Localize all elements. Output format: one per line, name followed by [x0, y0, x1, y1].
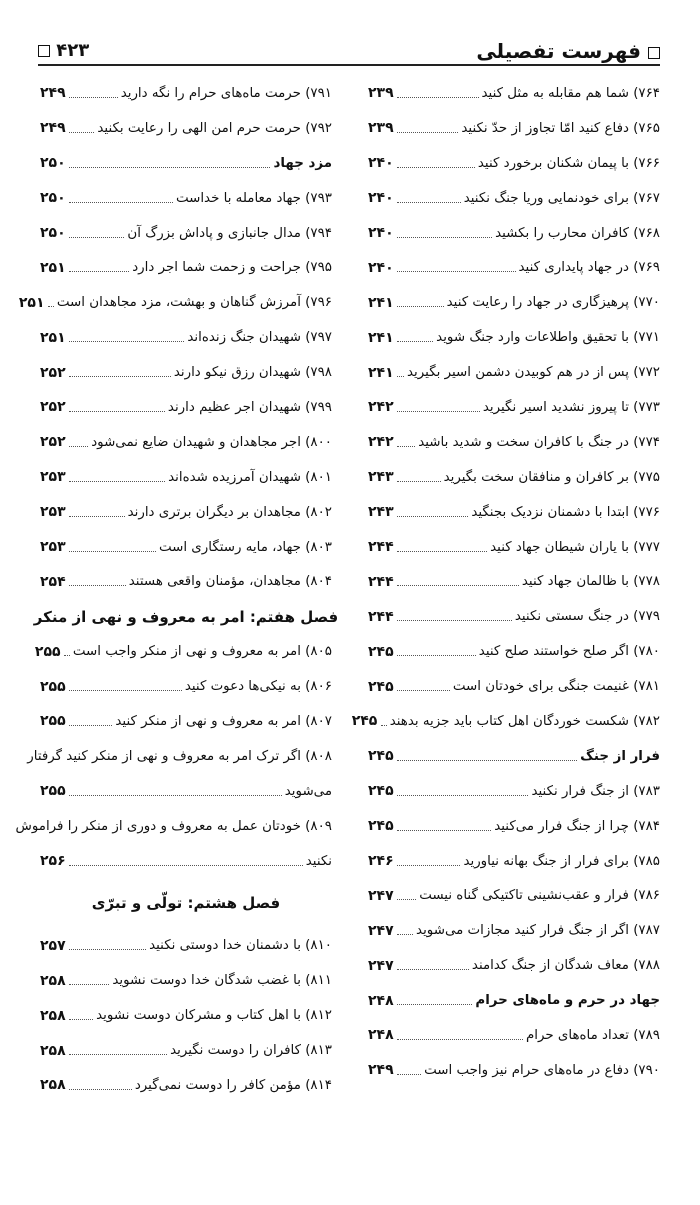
toc-entry-page: ۲۵۰ — [40, 155, 66, 172]
toc-entry[interactable] — [40, 216, 332, 251]
toc-entry-page: ۲۵۱ — [40, 259, 66, 276]
page-header — [38, 38, 660, 66]
toc-entry-text: ۷۷۷) با یاران شیطان جهاد کنید — [490, 539, 660, 555]
dot-leader — [397, 271, 516, 272]
toc-entry-text: ۸۰۵) امر به معروف و نهی از منکر واجب است — [72, 644, 332, 660]
toc-entry-text: ۸۰۹) خودتان عمل به معروف و دوری از منکر را فراموش — [15, 818, 332, 834]
toc-entry-page: ۲۴۰ — [368, 190, 394, 207]
header-title — [476, 38, 660, 64]
dot-leader — [48, 306, 54, 307]
toc-entry-text: ۷۶۵) دفاع کنید امّا تجاوز از حدّ نکنید — [461, 120, 660, 136]
toc-entry[interactable] — [368, 355, 660, 390]
toc-entry[interactable] — [368, 390, 660, 425]
toc-entry-text: ۷۷۹) در جنگ سستی نکنید — [514, 609, 660, 625]
toc-entry-page: ۲۴۳ — [368, 469, 394, 486]
dot-leader — [69, 271, 129, 272]
dot-leader — [69, 984, 109, 985]
toc-right-column — [351, 76, 660, 1088]
dot-leader — [397, 202, 461, 203]
toc-entry-text: ۷۹۶) آمرزش گناهان و بهشت، مزد مجاهدان است — [56, 295, 332, 311]
toc-entry[interactable] — [40, 844, 332, 879]
dot-leader — [69, 585, 126, 586]
toc-entry-text: ۸۰۳) جهاد، مایه رستگاری است — [158, 539, 332, 555]
dot-leader — [397, 516, 468, 517]
dot-leader — [69, 690, 182, 691]
toc-entry-page: ۲۵۱ — [18, 294, 45, 311]
toc-entry-page: ۲۵۲ — [40, 434, 66, 451]
dot-leader — [397, 690, 450, 691]
dot-leader — [64, 655, 70, 656]
dot-leader — [69, 341, 184, 342]
toc-entry-text: ۷۷۸) با ظالمان جهاد کنید — [521, 574, 660, 590]
section-heading-entry[interactable] — [368, 983, 660, 1018]
toc-entry-page: ۲۵۵ — [40, 783, 66, 800]
toc-entry-page: ۲۵۱ — [40, 329, 66, 346]
toc-entry-text: ۷۹۴) مدال جانبازی و پاداش بزرگ آن — [127, 225, 332, 241]
toc-entry-page: ۲۵۸ — [40, 972, 66, 989]
toc-entry[interactable] — [40, 1068, 332, 1103]
toc-entry[interactable] — [368, 844, 660, 879]
dot-leader — [69, 97, 118, 98]
chapter-heading-eight: فصل هشتم: تولّی و تبرّی — [91, 894, 281, 913]
toc-entry-page: ۲۴۴ — [368, 573, 394, 590]
dot-leader — [397, 620, 512, 621]
dot-leader — [397, 865, 460, 866]
toc-entry[interactable] — [368, 76, 660, 111]
toc-entry[interactable] — [40, 495, 332, 530]
toc-entry[interactable] — [368, 774, 660, 809]
toc-entry-page: ۲۴۷ — [368, 922, 394, 939]
toc-entry-text: ۷۶۶) با پیمان شکنان برخورد کنید — [477, 155, 660, 171]
toc-entry-text: ۸۰۷) امر به معروف و نهی از منکر کنید — [115, 713, 332, 729]
toc-entry[interactable] — [368, 669, 660, 704]
toc-entry[interactable] — [368, 1053, 660, 1088]
toc-entry-text: ۸۰۶) به نیکی‌ها دعوت کنید — [184, 679, 332, 695]
dot-leader — [69, 949, 146, 950]
toc-entry-text: می‌شوید — [284, 783, 332, 799]
dot-leader — [397, 306, 444, 307]
toc-entry-text: ۷۹۸) شهیدان رزق نیکو دارند — [173, 365, 332, 381]
toc-entry[interactable] — [40, 998, 332, 1033]
toc-entry-page: ۲۵۰ — [40, 225, 66, 241]
toc-entry-page: ۲۵۵ — [34, 643, 61, 660]
toc-entry-page: ۲۴۰ — [368, 155, 394, 172]
toc-entry-text: ۷۸۱) غنیمت جنگی برای خودتان است — [452, 679, 660, 695]
toc-entry-page: ۲۵۴ — [40, 573, 66, 590]
toc-entry-page: ۲۵۸ — [40, 1077, 66, 1094]
toc-entry-line[interactable] — [15, 809, 332, 844]
toc-entry-text: ۷۸۰) اگر صلح خواستند صلح کنید — [478, 644, 660, 660]
toc-entry[interactable] — [34, 634, 332, 669]
dot-leader — [397, 760, 577, 761]
dot-leader — [69, 795, 282, 796]
dot-leader — [397, 1074, 421, 1075]
toc-entry[interactable] — [40, 963, 332, 998]
toc-entry-text: ۷۸۴) چرا از جنگ فرار می‌کنید — [494, 818, 660, 834]
toc-entry-page: ۲۴۵ — [368, 818, 394, 835]
toc-entry[interactable] — [368, 809, 660, 844]
dot-leader — [397, 655, 476, 656]
toc-entry-page: ۲۴۲ — [368, 434, 394, 451]
toc-entry-text: ۷۶۹) در جهاد پایداری کنید — [518, 260, 660, 276]
dot-leader — [69, 1019, 93, 1020]
toc-entry-page: ۲۴۵ — [368, 783, 394, 800]
toc-entry-page: ۲۵۳ — [40, 504, 66, 521]
toc-entry-text: ۷۹۳) جهاد معامله با خداست — [175, 190, 332, 206]
toc-entry-text: ۷۶۸) کافران محارب را بکشید — [495, 225, 660, 241]
toc-entry-page: ۲۴۹ — [40, 120, 66, 137]
toc-entry[interactable] — [40, 390, 332, 425]
toc-group-chapter-seven — [34, 634, 332, 739]
section-heading-entry[interactable] — [368, 739, 660, 774]
toc-entry-text: ۸۱۳) کافران را دوست نگیرید — [170, 1043, 332, 1059]
toc-entry-page: ۲۵۳ — [40, 539, 66, 556]
dot-leader — [69, 551, 156, 552]
toc-entry[interactable] — [351, 704, 660, 739]
toc-entry[interactable] — [368, 634, 660, 669]
dot-leader — [69, 132, 94, 133]
toc-entry-text: ۷۸۷) اگر از جنگ فرار کنید مجازات می‌شوید — [416, 923, 660, 939]
dot-leader — [69, 376, 171, 377]
toc-entry-page: ۲۴۱ — [368, 364, 394, 381]
toc-entry-page: ۲۵۲ — [40, 399, 66, 416]
dot-leader — [397, 167, 475, 168]
toc-entry-page: ۲۴۲ — [368, 399, 394, 416]
dot-leader — [69, 1054, 167, 1055]
toc-entry-page: ۲۴۳ — [368, 504, 394, 521]
toc-entry-page: ۲۵۶ — [40, 853, 66, 870]
toc-entry-text: ۷۹۲) حرمت حرم امن الهی را رعایت بکنید — [97, 120, 332, 136]
dot-leader — [397, 341, 433, 342]
toc-entry[interactable] — [368, 913, 660, 948]
square-bullet-icon — [648, 47, 660, 59]
dot-leader — [397, 899, 416, 900]
toc-entry[interactable] — [368, 425, 660, 460]
toc-entry-page: ۲۵۷ — [40, 937, 66, 954]
toc-entry[interactable] — [368, 320, 660, 355]
toc-entry-text: فرار از جنگ — [580, 748, 660, 764]
toc-entry-page: ۲۵۳ — [40, 469, 66, 486]
toc-entry-page: ۲۵۵ — [40, 678, 66, 695]
toc-entry-page: ۲۴۵ — [368, 678, 394, 695]
dot-leader — [69, 865, 303, 866]
toc-entry-text: ۸۱۲) با اهل کتاب و مشرکان دوست نشوید — [96, 1008, 332, 1024]
toc-entry-page: ۲۴۴ — [368, 608, 394, 625]
toc-entry[interactable] — [40, 250, 332, 285]
header-page-number — [38, 38, 89, 64]
toc-entry[interactable] — [40, 320, 332, 355]
page-number-text: ۴۲۳ — [56, 40, 90, 61]
dot-leader — [397, 934, 413, 935]
toc-entry[interactable] — [18, 285, 332, 320]
toc-entry[interactable] — [368, 530, 660, 565]
toc-entry-page: ۲۳۹ — [368, 85, 394, 102]
dot-leader — [69, 202, 173, 203]
dot-leader — [397, 1039, 523, 1040]
toc-entry[interactable] — [40, 1033, 332, 1068]
toc-left-column — [15, 76, 339, 1103]
toc-group-rewards — [18, 76, 332, 599]
toc-entry-page: ۲۳۹ — [368, 120, 394, 137]
dot-leader — [397, 481, 441, 482]
toc-entry-text: نکنید — [305, 853, 332, 869]
toc-entry[interactable] — [40, 704, 332, 739]
toc-entry[interactable] — [368, 948, 660, 983]
dot-leader — [397, 585, 519, 586]
toc-entry-text: ۷۹۱) حرمت ماه‌های حرام را نگه دارید — [120, 85, 332, 101]
dot-leader — [397, 376, 404, 377]
square-bullet-icon — [38, 45, 50, 57]
dot-leader — [397, 446, 415, 447]
toc-entry-page: ۲۴۹ — [368, 1062, 394, 1079]
toc-entry[interactable] — [40, 928, 332, 963]
toc-entry[interactable] — [368, 181, 660, 216]
dot-leader — [69, 411, 165, 412]
toc-entry[interactable] — [368, 146, 660, 181]
toc-entry-text: ۸۱۰) با دشمنان خدا دوستی نکنید — [149, 938, 332, 954]
dot-leader — [381, 725, 387, 726]
toc-entry-text: ۷۹۰) دفاع در ماه‌های حرام نیز واجب است — [424, 1062, 660, 1078]
dot-leader — [397, 969, 469, 970]
toc-entry-text: ۷۷۶) ابتدا با دشمنان نزدیک بجنگید — [471, 504, 660, 520]
dot-leader — [397, 1004, 472, 1005]
toc-entry-page: ۲۴۰ — [368, 259, 394, 276]
toc-entry[interactable] — [368, 111, 660, 146]
toc-entry[interactable] — [368, 216, 660, 251]
toc-entry-page: ۲۵۰ — [40, 190, 66, 207]
toc-entry[interactable] — [40, 111, 332, 146]
toc-entry-page: ۲۴۴ — [368, 539, 394, 556]
toc-entry-page: ۲۴۶ — [368, 853, 394, 870]
dot-leader — [397, 132, 458, 133]
dot-leader — [69, 481, 165, 482]
toc-entry[interactable] — [368, 285, 660, 320]
toc-entry-page: ۲۴۱ — [368, 329, 394, 346]
toc-entry-text: ۷۸۹) تعداد ماه‌های حرام — [525, 1027, 660, 1043]
toc-entry-text: ۷۸۸) معاف شدگان از جنگ کدامند — [471, 958, 660, 974]
dot-leader — [69, 237, 124, 238]
toc-entry-text: ۷۶۴) شما هم مقابله به مثل کنید — [481, 85, 660, 101]
toc-entry-page: ۲۴۸ — [368, 1027, 394, 1044]
dot-leader — [69, 446, 88, 447]
dot-leader — [397, 411, 480, 412]
chapter-heading-seven: فصل هفتم: امر به معروف و نهی از منکر — [33, 607, 339, 626]
toc-entry-page: ۲۴۷ — [368, 957, 394, 974]
dot-leader — [397, 551, 487, 552]
toc-entry[interactable] — [40, 425, 332, 460]
dot-leader — [397, 830, 491, 831]
toc-entry-page: ۲۵۸ — [40, 1007, 66, 1024]
toc-entry-page: ۲۴۹ — [40, 85, 66, 102]
dot-leader — [397, 237, 492, 238]
toc-entry[interactable] — [40, 460, 332, 495]
toc-entry-text: ۷۷۲) پس از در هم کوبیدن دشمن اسیر بگیرید — [407, 365, 660, 381]
section-heading-entry[interactable] — [40, 146, 332, 181]
toc-entry[interactable] — [368, 878, 660, 913]
toc-group-chapter-eight — [40, 928, 332, 1102]
toc-entry-text: ۷۶۷) برای خودنمایی وریا جنگ نکنید — [463, 190, 660, 206]
toc-entry-page: ۲۴۵ — [351, 713, 378, 730]
toc-entry-text: ۸۱۴) مؤمن کافر را دوست نمی‌گیرد — [134, 1077, 332, 1093]
toc-entry[interactable] — [40, 564, 332, 599]
toc-entry-line[interactable] — [27, 739, 332, 774]
toc-entry-text: ۷۸۲) شکست خوردگان اهل کتاب باید جزیه بدهند — [389, 713, 660, 729]
toc-entry-page: ۲۵۲ — [40, 364, 66, 381]
toc-entry-text: ۷۹۹) شهیدان اجر عظیم دارند — [167, 399, 332, 415]
toc-entry[interactable] — [368, 460, 660, 495]
dot-leader — [69, 1089, 132, 1090]
toc-entry[interactable] — [40, 355, 332, 390]
toc-entry-text: ۷۷۳) تا پیروز نشدید اسیر نگیرید — [482, 399, 660, 415]
toc-entry[interactable] — [368, 250, 660, 285]
toc-entry-text: ۷۷۰) پرهیزگاری در جهاد را رعایت کنید — [446, 295, 660, 311]
toc-entry-text: ۷۷۵) بر کافران و منافقان سخت بگیرید — [443, 469, 660, 485]
toc-entry-page: ۲۴۵ — [368, 748, 394, 765]
toc-entry-page: ۲۴۸ — [368, 992, 394, 1009]
toc-entry-text: ۷۸۶) فرار و عقب‌نشینی تاکتیکی گناه نیست — [419, 888, 660, 904]
toc-entry[interactable] — [40, 669, 332, 704]
toc-entry-page: ۲۵۵ — [40, 713, 66, 730]
toc-entry[interactable] — [368, 564, 660, 599]
toc-entry[interactable] — [368, 599, 660, 634]
dot-leader — [397, 97, 479, 98]
toc-entry-text: ۸۰۱) شهیدان آمرزیده شده‌اند — [168, 469, 332, 485]
toc-entry-text: ۸۱۱) با غضب شدگان خدا دوست نشوید — [112, 973, 332, 989]
dot-leader — [69, 725, 112, 726]
toc-entry-page: ۲۴۷ — [368, 887, 394, 904]
toc-entry-text: جهاد در حرم و ماه‌های حرام — [475, 993, 660, 1009]
dot-leader — [69, 516, 125, 517]
toc-entry-page: ۲۴۰ — [368, 225, 394, 241]
toc-entry-text: ۷۹۷) شهیدان جنگ زنده‌اند — [187, 330, 332, 346]
toc-entry-page: ۲۵۸ — [40, 1042, 66, 1059]
toc-entry-text: مزد جهاد — [273, 155, 332, 171]
toc-entry-page: ۲۴۵ — [368, 643, 394, 660]
toc-entry[interactable] — [40, 530, 332, 565]
toc-entry-text: ۷۷۴) در جنگ با کافران سخت و شدید باشید — [418, 434, 660, 450]
toc-entry-page: ۲۴۱ — [368, 294, 394, 311]
toc-entry-text: ۸۰۸) اگر ترک امر به معروف و نهی از منکر کنید گرفتار — [27, 748, 332, 764]
toc-entry[interactable] — [368, 1018, 660, 1053]
toc-entry[interactable] — [40, 76, 332, 111]
toc-entry-text: ۷۷۱) با تحقیق واطلاعات وارد جنگ شوید — [436, 330, 660, 346]
toc-entry-text: ۸۰۲) مجاهدان بر دیگران برتری دارند — [127, 504, 332, 520]
toc-entry-text: ۷۸۵) برای فرار از جنگ بهانه نیاورید — [463, 853, 660, 869]
toc-entry-text: ۷۸۳) از جنگ فرار نکنید — [531, 783, 660, 799]
toc-entry-text: ۸۰۴) مجاهدان، مؤمنان واقعی هستند — [128, 574, 332, 590]
toc-entry-text: ۷۹۵) جراحت و زحمت شما اجر دارد — [132, 260, 332, 276]
toc-entry[interactable] — [40, 774, 332, 809]
header-title-text: فهرست تفصیلی — [476, 39, 642, 63]
toc-entry-text: ۸۰۰) اجر مجاهدان و شهیدان ضایع نمی‌شود — [91, 434, 332, 450]
dot-leader — [69, 167, 270, 168]
toc-entry[interactable] — [40, 181, 332, 216]
dot-leader — [397, 795, 528, 796]
toc-entry[interactable] — [368, 495, 660, 530]
